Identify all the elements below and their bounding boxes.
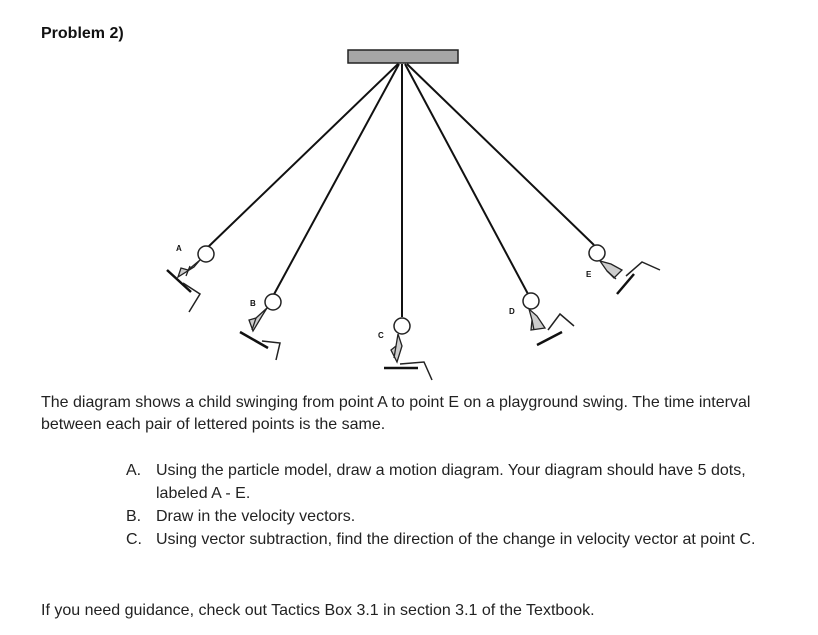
task-item bbox=[126, 459, 786, 505]
task-marker: B. bbox=[126, 508, 142, 525]
task-text: Using vector subtraction, find the direction of the change in velocity vector at point C. bbox=[156, 531, 756, 548]
child-e-figure bbox=[589, 245, 660, 294]
label-a: A bbox=[176, 244, 182, 253]
rope-e bbox=[407, 64, 594, 245]
label-c: C bbox=[378, 331, 384, 340]
label-e: E bbox=[586, 270, 592, 279]
task-text: Using the particle model, draw a motion diagram. Your diagram should have 5 dots, labeled A - E. bbox=[156, 462, 746, 502]
rope-a bbox=[206, 64, 398, 249]
task-list bbox=[126, 459, 786, 551]
guidance-note: If you need guidance, check out Tactics Box 3.1 in section 3.1 of the Textbook. bbox=[41, 602, 595, 619]
task-item bbox=[126, 528, 786, 551]
child-d-figure bbox=[523, 293, 574, 345]
label-b: B bbox=[250, 299, 256, 308]
label-d: D bbox=[509, 307, 515, 316]
child-c-figure bbox=[384, 318, 432, 380]
task-marker: A. bbox=[126, 462, 142, 479]
task-item bbox=[126, 505, 786, 528]
problem-title: Problem 2) bbox=[41, 25, 124, 42]
task-text: Draw in the velocity vectors. bbox=[156, 508, 356, 525]
rope-d bbox=[405, 64, 528, 294]
task-marker: C. bbox=[126, 531, 142, 548]
intro-paragraph: The diagram shows a child swinging from point A to point E on a playground swing. The time interval between each pair of lettered points is the same. bbox=[41, 394, 751, 433]
child-b-figure bbox=[240, 294, 281, 360]
rope-b bbox=[272, 64, 399, 298]
swing-support-bar bbox=[348, 50, 458, 63]
child-a-figure bbox=[167, 246, 214, 312]
